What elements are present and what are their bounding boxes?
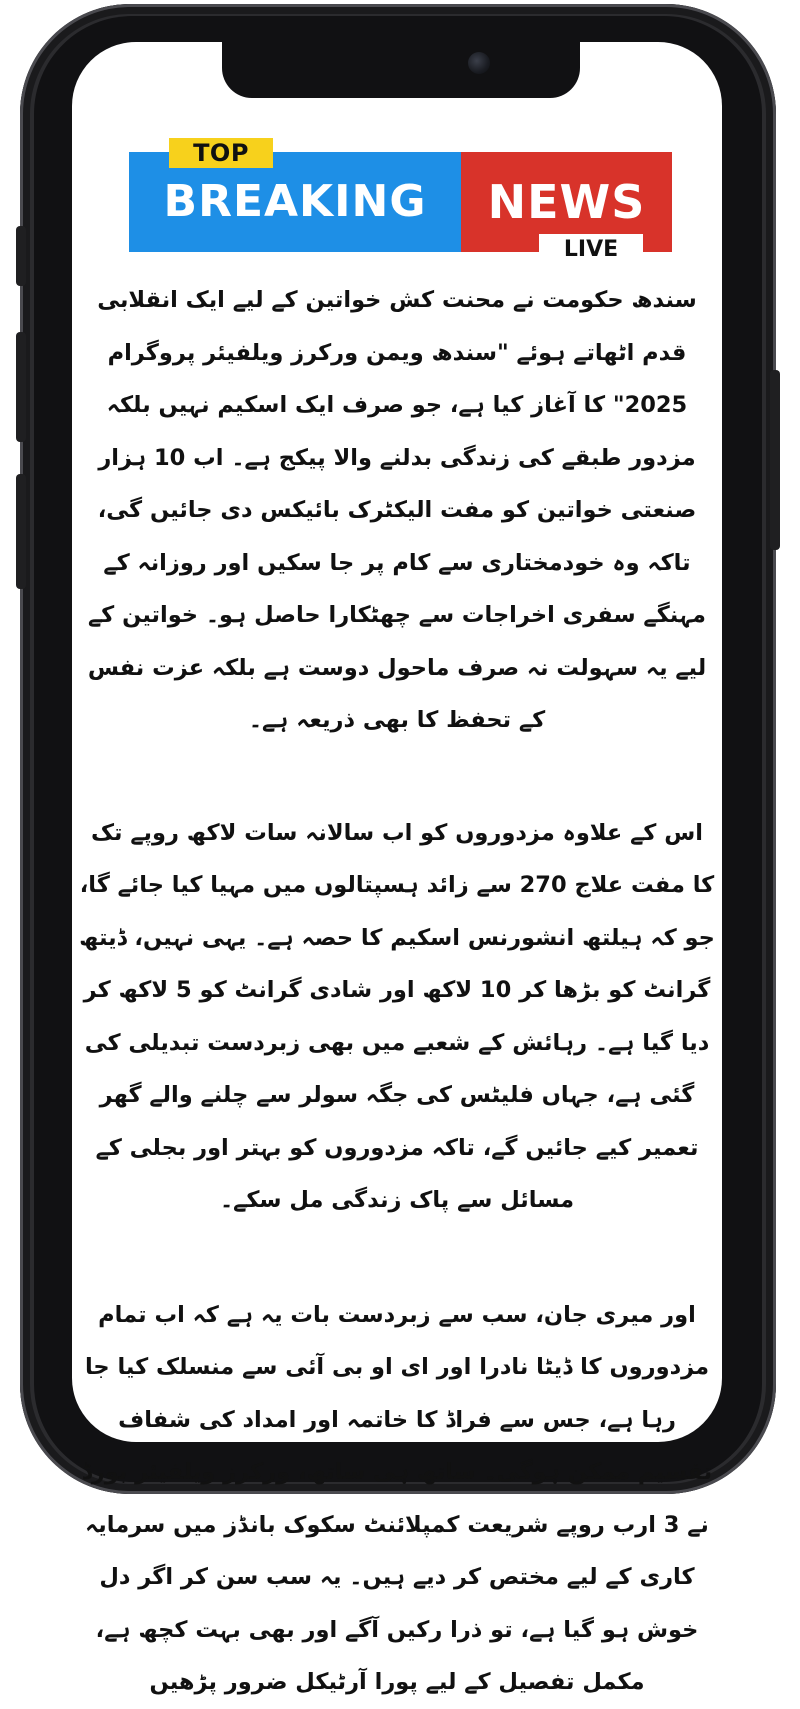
breaking-news-banner	[129, 110, 672, 262]
phone-screen	[72, 42, 722, 1695]
volume-down-button	[16, 474, 26, 589]
front-camera-icon	[468, 52, 490, 74]
volume-up-button	[16, 332, 26, 442]
breaking-label: BREAKING	[129, 152, 461, 252]
article-paragraph: سندھ حکومت نے محنت کش خواتین کے لیے ایک انقلابی قدم اٹھاتے ہوئے "سندھ ویمن ورکرز ویلفیئر پروگرام 2025" کا آغاز کیا ہے، جو صرف ایک اسکیم نہیں بلکہ مزدور طبقے کی زندگی بدلنے والا پیکج ہے۔ اب 10 ہزار صنعتی خواتین کو مفت الیکٹرک بائیکس دی جائیں گی، تاکہ وہ خودمختاری سے کام پر جا سکیں اور روزانہ کے مہنگے سفری اخراجات سے چھٹکارا حاصل ہو۔ خواتین کے لیے یہ سہولت نہ صرف ماحول دوست ہے بلکہ عزت نفس کے تحفظ کا بھی ذریعہ ہے۔	[87, 287, 707, 733]
article-body	[78, 274, 716, 1709]
article-paragraph: اور میری جان، سب سے زبردست بات یہ ہے کہ اب تمام مزدوروں کا ڈیٹا نادرا اور ای او بی آئی سے منسلک کیا جا رہا ہے، جس سے فراڈ کا خاتمہ اور امداد کی شفاف تقسیم ممکن ہوگی۔ ساتھ ہی ساتھ، ورکرز ویلفیئر بورڈ نے 3 ارب روپے شریعت کمپلائنٹ سکوک بانڈز میں سرمایہ کاری کے لیے مختص کر دیے ہیں۔ یہ سب سن کر اگر دل خوش ہو گیا ہے، تو ذرا رکیں آگے اور بھی بہت کچھ ہے، مکمل تفصیل کے لیے پورا آرٹیکل ضرور پڑھیں	[81, 1301, 713, 1695]
power-button	[770, 370, 780, 550]
news-label: NEWS	[461, 152, 672, 252]
live-label: LIVE	[539, 234, 643, 266]
phone-notch	[222, 42, 580, 98]
article-paragraph: اس کے علاوہ مزدوروں کو اب سالانہ سات لاکھ روپے تک کا مفت علاج 270 سے زائد ہسپتالوں میں مہیا کیا جائے گا، جو کہ ہیلتھ انشورنس اسکیم کا حصہ ہے۔ یہی نہیں، ڈیتھ گرانٹ کو بڑھا کر 10 لاکھ اور شادی گرانٹ کو 5 لاکھ کر دیا گیا ہے۔ رہائش کے شعبے میں بھی زبردست تبدیلی کی گئی ہے، جہاں فلیٹس کی جگہ سولر سے چلنے والے گھر تعمیر کیے جائیں گے، تاکہ مزدوروں کو بہتر اور بجلی کے مسائل سے پاک زندگی مل سکے۔	[79, 819, 715, 1213]
mute-switch	[16, 226, 26, 286]
top-tag: TOP	[169, 138, 273, 168]
